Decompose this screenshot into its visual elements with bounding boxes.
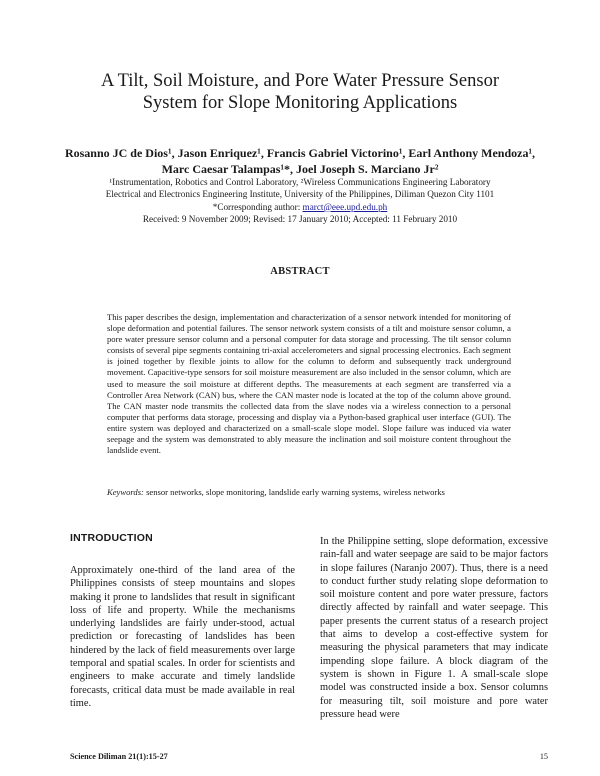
corresponding-label: *Corresponding author: [212, 201, 303, 212]
corresponding-author [60, 201, 540, 213]
title-line-2: System for Slope Monitoring Applications [142, 93, 458, 113]
journal-citation: Science Diliman 21(1):15-27 [70, 752, 168, 761]
authors-line-2: Marc Caesar Talampas¹*, Joel Joseph S. Marciano Jr² [161, 162, 439, 176]
email-link[interactable]: marct@eee.upd.edu.ph [302, 201, 388, 212]
authors-line-1: Rosanno JC de Dios¹, Jason Enriquez¹, Francis Gabriel Victorino¹, Earl Anthony Mendoza¹, [64, 146, 536, 160]
paper-title [60, 70, 540, 114]
submission-dates: Received: 9 November 2009; Revised: 17 January 2010; Accepted: 11 February 2010 [142, 214, 458, 225]
introduction-heading: INTRODUCTION [70, 532, 153, 544]
title-line-1: A Tilt, Soil Moisture, and Pore Water Pressure Sensor [101, 71, 499, 91]
keywords-label: Keywords: [107, 487, 144, 497]
abstract-text: This paper describes the design, implementation and characterization of a sensor network intended for monitoring of slope deformation and potential failures. The sensor network system consists of a tilt and moisture sensor column, a pore water pressure sensor column and a personal computer for data storage and processing. The tilt sensor column consists of several pipe segments containing tri-axial accelerometers and signal processing electronics. Each segment is joined together by flexible joints to allow for the column to deform and subsequently track underground movement. Capacitive-type sensors for soil moisture measurement are also included in the sensor column, which are used to measure the soil moisture at different depths. The measurements at each segment are transferred via a Controller Area Network (CAN) bus, where the CAN master node is located at the top of the column above ground. The CAN master node transmits the collected data from the slave nodes via a wireless connection to a personal computer that performs data storage, processing and display via a Python-based graphical user interface (GUI). The entire system was deployed and characterized on a small-scale slope model. Slope failure was induced via water seepage and the system was demonstrated to ably measure the inclination and soil moisture content throughout the landslide event. [107, 312, 511, 456]
left-column [70, 532, 295, 710]
affiliation-line-2: Electrical and Electronics Engineering Institute, University of the Philippines, Diliman Quezon City 1101 [105, 189, 495, 200]
keywords-text: sensor networks, slope monitoring, landslide early warning systems, wireless networks [143, 487, 445, 497]
introduction-right-text: In the Philippine setting, slope deformation, excessive rain-fall and water seepage are said to be major factors in slope failures (Naranjo 2007). Thus, there is a need to conduct further study relating slope deformation to soil moisture content and pore water pressure, factors directly affected by rainfall and water seepage. This paper presents the current status of a research project that aims to develop a cost-effective system for measuring the physical parameters that may indicate impending slope failure. A block diagram of the system is shown in Figure 1. A small-scale slope model was constructed inside a box. Sensor columns for measuring tilt, soil moisture and pore water pressure head were [320, 536, 548, 720]
keywords-line [107, 487, 527, 498]
abstract-heading: ABSTRACT [270, 266, 330, 277]
page-number: 15 [539, 752, 548, 761]
introduction-left-text: Approximately one-third of the land area of the Philippines consists of steep mountains and slopes making it prone to landslides that result in significant loss of life and property. While the mechanisms underlying landslides are fairly under-stood, actual prediction or forecasting of landslides has been hindered by the lack of field measurements over large temporal and spatial scales. In order for scientists and engineers to make accurate and timely landslide forecasts, critical data must be made available in real time. [70, 565, 295, 709]
affiliation-block [60, 176, 540, 226]
affiliation-line-1: ¹Instrumentation, Robotics and Control Laboratory, ²Wireless Communications Engineering Laboratory [109, 177, 491, 187]
author-list [60, 145, 540, 177]
